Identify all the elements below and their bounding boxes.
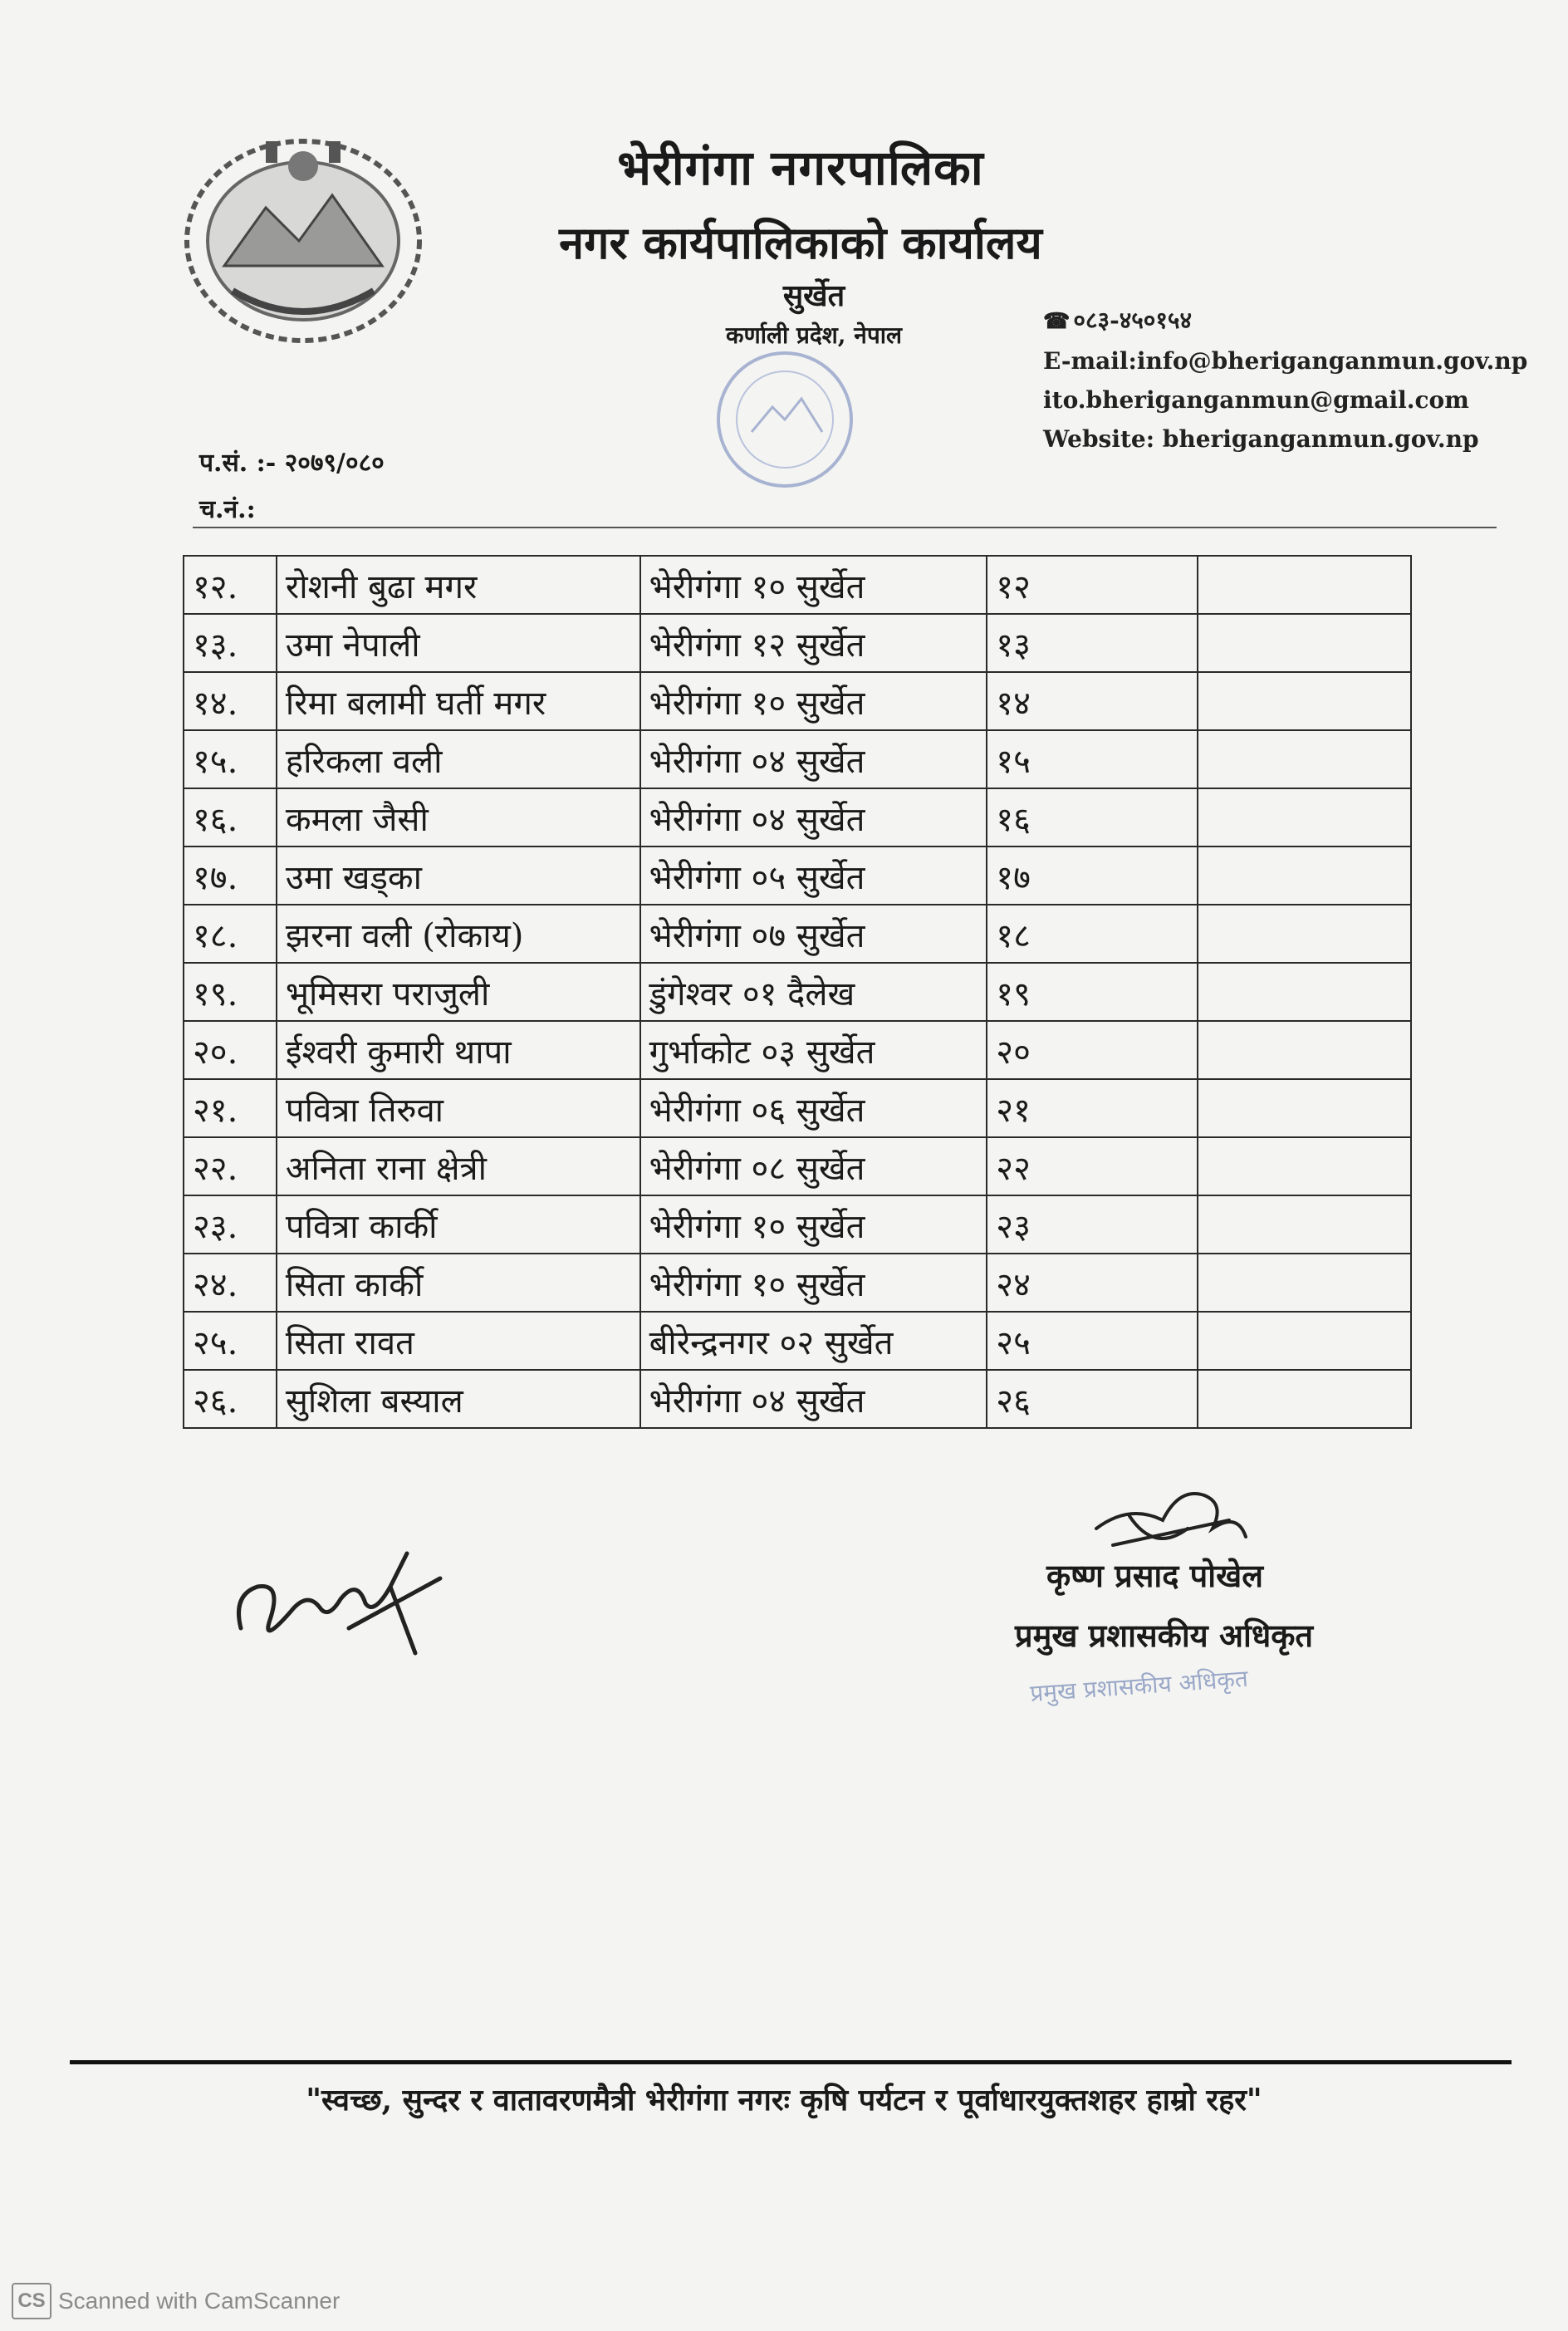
serial-number-cell: २१. xyxy=(184,1079,277,1137)
remark-cell xyxy=(1198,1370,1411,1428)
email-primary: E-mail:info@bheriganganmun.gov.np xyxy=(1043,347,1528,375)
address-cell: भेरीगंगा १२ सुर्खेत xyxy=(640,614,987,672)
table-row xyxy=(184,1137,1411,1195)
name-cell: सिता कार्की xyxy=(277,1254,640,1312)
address-cell: भेरीगंगा १० सुर्खेत xyxy=(640,1195,987,1254)
number-cell: १२ xyxy=(987,556,1197,614)
chalani-number: च.नं.: xyxy=(199,495,256,524)
serial-number-cell: २३. xyxy=(184,1195,277,1254)
phone-icon: ☎ xyxy=(1043,309,1071,334)
footer-divider xyxy=(70,2060,1512,2064)
table-row xyxy=(184,847,1411,905)
camscanner-watermark xyxy=(12,2283,340,2319)
table-row xyxy=(184,963,1411,1021)
serial-number-cell: १३. xyxy=(184,614,277,672)
name-cell: झरना वली (रोकाय) xyxy=(277,905,640,963)
header-divider xyxy=(193,527,1497,528)
footer-slogan: "स्वच्छ, सुन्दर र वातावरणमैत्री भेरीगंगा नगरः कृषि पर्यटन र पूर्वाधारयुक्तशहर हाम्रो रहर" xyxy=(306,2083,1262,2118)
name-cell: सिता रावत xyxy=(277,1312,640,1370)
number-cell: २५ xyxy=(987,1312,1197,1370)
remark-cell xyxy=(1198,1254,1411,1312)
address-cell: भेरीगंगा ०४ सुर्खेत xyxy=(640,788,987,847)
number-cell: १६ xyxy=(987,788,1197,847)
address-cell: बीरेन्द्रनगर ०२ सुर्खेत xyxy=(640,1312,987,1370)
remark-cell xyxy=(1198,556,1411,614)
table-row xyxy=(184,905,1411,963)
name-cell: सुशिला बस्याल xyxy=(277,1370,640,1428)
address-cell: भेरीगंगा ०७ सुर्खेत xyxy=(640,905,987,963)
name-cell: उमा नेपाली xyxy=(277,614,640,672)
letterhead-title xyxy=(0,133,1568,272)
number-cell: १३ xyxy=(987,614,1197,672)
table-row xyxy=(184,730,1411,788)
remark-cell xyxy=(1198,905,1411,963)
address-cell: भेरीगंगा १० सुर्खेत xyxy=(640,672,987,730)
remark-cell xyxy=(1198,963,1411,1021)
serial-number-cell: १९. xyxy=(184,963,277,1021)
table-row xyxy=(184,1021,1411,1079)
number-cell: १९ xyxy=(987,963,1197,1021)
remark-cell xyxy=(1198,1195,1411,1254)
serial-number-cell: १८. xyxy=(184,905,277,963)
table-row xyxy=(184,1195,1411,1254)
name-cell: ईश्वरी कुमारी थापा xyxy=(277,1021,640,1079)
serial-number-cell: १५. xyxy=(184,730,277,788)
province: कर्णाली प्रदेश, नेपाल xyxy=(725,321,902,349)
number-cell: २१ xyxy=(987,1079,1197,1137)
patra-sankhya: प.सं. :- २०७९/०८० xyxy=(199,449,385,478)
name-cell: पवित्रा कार्की xyxy=(277,1195,640,1254)
serial-number-cell: २०. xyxy=(184,1021,277,1079)
district: सुर्खेत xyxy=(782,278,845,313)
remark-cell xyxy=(1198,788,1411,847)
address-cell: भेरीगंगा ०६ सुर्खेत xyxy=(640,1079,987,1137)
remark-cell xyxy=(1198,614,1411,672)
address-cell: गुर्भाकोट ०३ सुर्खेत xyxy=(640,1021,987,1079)
remark-cell xyxy=(1198,730,1411,788)
address-cell: भेरीगंगा ०४ सुर्खेत xyxy=(640,1370,987,1428)
serial-number-cell: १४. xyxy=(184,672,277,730)
contact-info xyxy=(1043,301,1527,459)
serial-number-cell: २२. xyxy=(184,1137,277,1195)
table-row xyxy=(184,614,1411,672)
serial-number-cell: २४. xyxy=(184,1254,277,1312)
name-cell: भूमिसरा पराजुली xyxy=(277,963,640,1021)
left-signature-icon xyxy=(224,1529,448,1670)
name-cell: कमला जैसी xyxy=(277,788,640,847)
name-cell: पवित्रा तिरुवा xyxy=(277,1079,640,1137)
table-row xyxy=(184,1370,1411,1428)
beneficiary-table xyxy=(183,555,1412,1429)
signatory-name: कृष्ण प्रसाद पोखेल xyxy=(1046,1557,1263,1594)
number-cell: १८ xyxy=(987,905,1197,963)
serial-number-cell: १६. xyxy=(184,788,277,847)
address-cell: भेरीगंगा १० सुर्खेत xyxy=(640,556,987,614)
name-cell: रिमा बलामी घर्ती मगर xyxy=(277,672,640,730)
office-name: नगर कार्यपालिकाको कार्यालय xyxy=(559,216,1042,269)
address-cell: भेरीगंगा ०४ सुर्खेत xyxy=(640,730,987,788)
address-cell: डुंगेश्वर ०१ दैलेख xyxy=(640,963,987,1021)
name-cell: अनिता राना क्षेत्री xyxy=(277,1137,640,1195)
address-cell: भेरीगंगा ०८ सुर्खेत xyxy=(640,1137,987,1195)
serial-number-cell: २५. xyxy=(184,1312,277,1370)
name-cell: रोशनी बुढा मगर xyxy=(277,556,640,614)
remark-cell xyxy=(1198,1137,1411,1195)
serial-number-cell: १७. xyxy=(184,847,277,905)
signatory-title: प्रमुख प्रशासकीय अधिकृत xyxy=(1015,1617,1314,1654)
table-row xyxy=(184,788,1411,847)
org-name: भेरीगंगा नगरपालिका xyxy=(617,140,984,196)
phone-number: ०८३-४५०१५४ xyxy=(1073,307,1193,334)
camscanner-text: Scanned with CamScanner xyxy=(58,2288,341,2314)
serial-number-cell: २६. xyxy=(184,1370,277,1428)
number-cell: २३ xyxy=(987,1195,1197,1254)
number-cell: २२ xyxy=(987,1137,1197,1195)
reference-block xyxy=(199,440,385,533)
official-seal: प्रमुख प्रशासकीय अधिकृत xyxy=(1029,1664,1249,1708)
number-cell: २० xyxy=(987,1021,1197,1079)
name-cell: उमा खड्का xyxy=(277,847,640,905)
number-cell: २६ xyxy=(987,1370,1197,1428)
table-row xyxy=(184,672,1411,730)
table-row xyxy=(184,1312,1411,1370)
number-cell: २४ xyxy=(987,1254,1197,1312)
remark-cell xyxy=(1198,1079,1411,1137)
camscanner-logo-icon: CS xyxy=(12,2283,51,2319)
office-stamp-icon xyxy=(702,341,868,498)
email-secondary: ito.bheriganganmun@gmail.com xyxy=(1043,386,1469,414)
serial-number-cell: १२. xyxy=(184,556,277,614)
number-cell: १५ xyxy=(987,730,1197,788)
address-cell: भेरीगंगा ०५ सुर्खेत xyxy=(640,847,987,905)
remark-cell xyxy=(1198,1021,1411,1079)
table-row xyxy=(184,556,1411,614)
website: Website: bheriganganmun.gov.np xyxy=(1043,425,1479,453)
name-cell: हरिकला वली xyxy=(277,730,640,788)
remark-cell xyxy=(1198,847,1411,905)
remark-cell xyxy=(1198,672,1411,730)
remark-cell xyxy=(1198,1312,1411,1370)
address-cell: भेरीगंगा १० सुर्खेत xyxy=(640,1254,987,1312)
number-cell: १७ xyxy=(987,847,1197,905)
table-row xyxy=(184,1079,1411,1137)
table-row xyxy=(184,1254,1411,1312)
number-cell: १४ xyxy=(987,672,1197,730)
